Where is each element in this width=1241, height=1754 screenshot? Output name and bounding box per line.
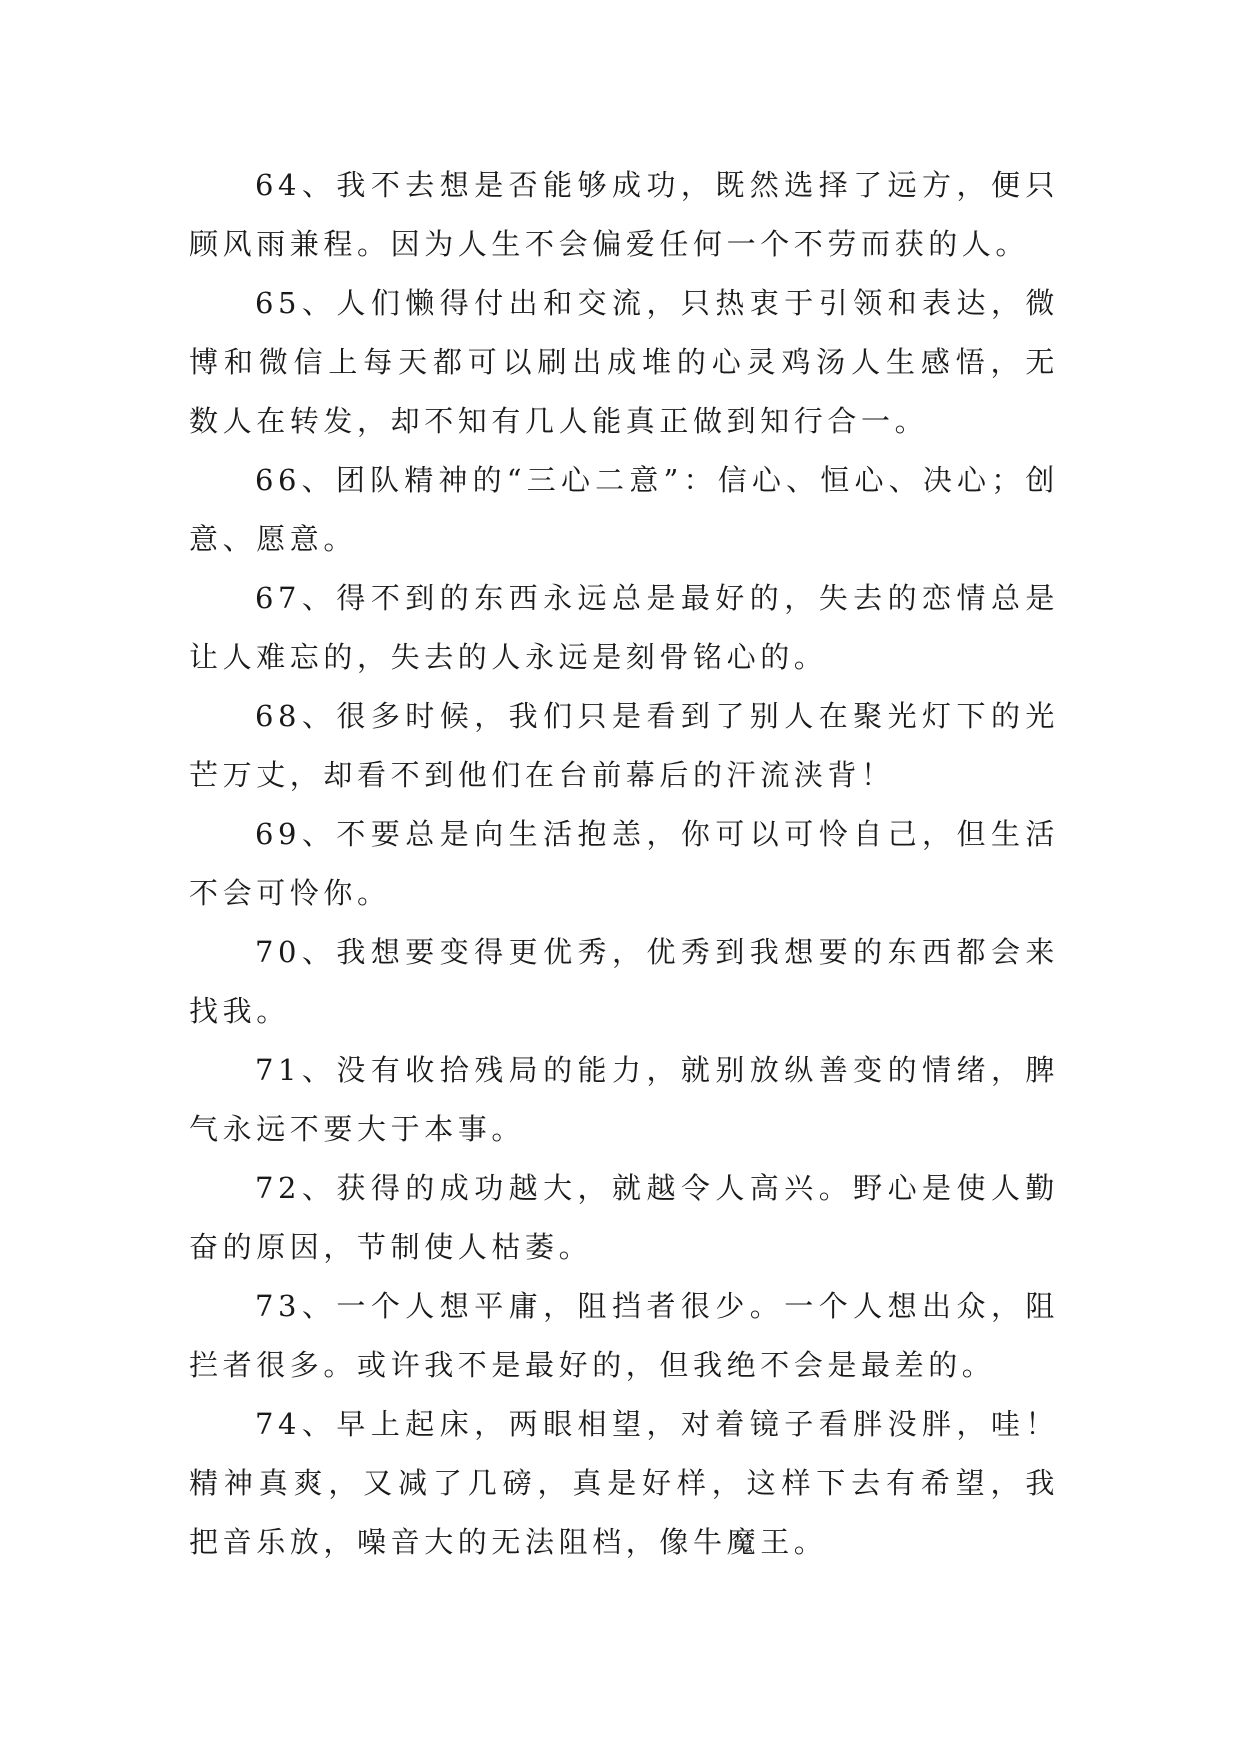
- paragraph-72: 72、获得的成功越大，就越令人高兴。野心是使人勤奋的原因，节制使人枯萎。: [189, 1171, 1059, 1264]
- paragraph-70: 70、我想要变得更优秀，优秀到我想要的东西都会来找我。: [189, 935, 1059, 1028]
- paragraph-71: 71、没有收拾残局的能力，就别放纵善变的情绪，脾气永远不要大于本事。: [189, 1053, 1059, 1146]
- paragraph-73: 73、一个人想平庸，阻挡者很少。一个人想出众，阻拦者很多。或许我不是最好的，但我绝不会是最差的。: [189, 1289, 1059, 1382]
- paragraph-67: 67、得不到的东西永远总是最好的，失去的恋情总是让人难忘的，失去的人永远是刻骨铭心的。: [189, 581, 1059, 674]
- paragraph-69: 69、不要总是向生活抱恙，你可以可怜自己，但生活不会可怜你。: [189, 817, 1059, 910]
- paragraph-64: 64、我不去想是否能够成功，既然选择了远方，便只顾风雨兼程。因为人生不会偏爱任何一个不劳而获的人。: [189, 168, 1059, 261]
- paragraph-74: 74、早上起床，两眼相望，对着镜子看胖没胖，哇！精神真爽，又减了几磅，真是好样，这样下去有希望，我把音乐放，噪音大的无法阻档，像牛魔王。: [189, 1407, 1059, 1559]
- document-body: [189, 156, 1059, 1572]
- paragraph-65: 65、人们懒得付出和交流，只热衷于引领和表达，微博和微信上每天都可以刷出成堆的心灵鸡汤人生感悟，无数人在转发，却不知有几人能真正做到知行合一。: [189, 286, 1059, 438]
- paragraph-68: 68、很多时候，我们只是看到了别人在聚光灯下的光芒万丈，却看不到他们在台前幕后的汗流浃背！: [189, 699, 1059, 792]
- paragraph-66: 66、团队精神的“三心二意”：信心、恒心、决心；创意、愿意。: [189, 463, 1059, 556]
